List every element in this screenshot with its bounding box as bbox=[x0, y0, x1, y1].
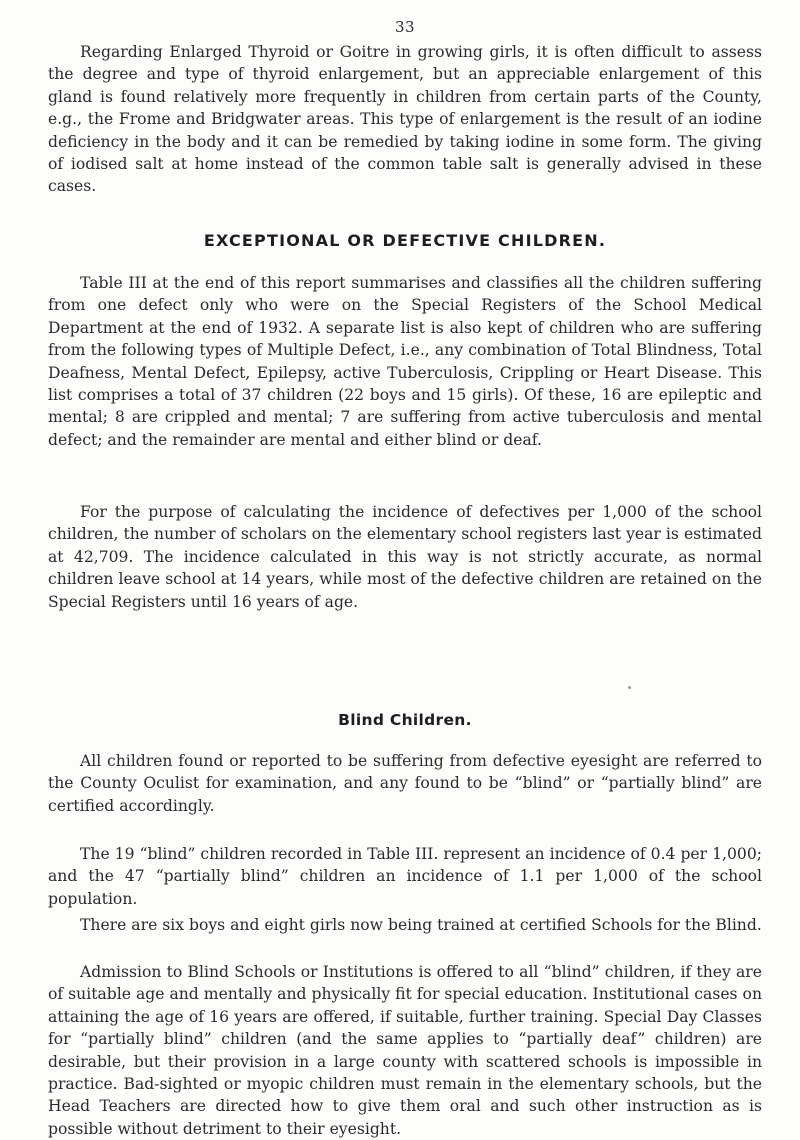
page-number: 33 bbox=[394, 18, 416, 36]
paragraph-text: Table III at the end of this report summarises and classifies all the children suffering from one defect only who were on the Special Registers of the School Medical Department at the end of 1932. A separate list is also kept of children who are suffering from the following types of Multiple Defect, i.e., any combination of Total Blindness, Total Deafness, Mental Defect, Epilepsy, active Tuberculosis, Crippling or Heart Disease. This list comprises a total of 37 children (22 boys and 15 girls). Of these, 16 are epileptic and mental; 8 are crippled and mental; 7 are suffering from active tuberculosis and mental defect; and the remainder are mental and either blind or deaf. bbox=[48, 274, 762, 449]
admission-paragraph bbox=[48, 961, 762, 1140]
paragraph-text: All children found or reported to be suffering from defective eyesight are referred to the County Oculist for examination, and any found to be “blind” or “partially blind” are certified accordingly. bbox=[48, 752, 762, 815]
blind-incidence-paragraph bbox=[48, 843, 762, 910]
paragraph-text: For the purpose of calculating the incidence of defectives per 1,000 of the school children, the number of scholars on the elementary school registers last year is estimated at 42,709. The incidence calculated in this way is not strictly accurate, as normal children leave school at 14 years, while most of the defective children are retained on the Special Registers until 16 years of age. bbox=[48, 503, 762, 611]
subsection-heading: Blind Children. bbox=[338, 711, 472, 729]
table-iii-paragraph bbox=[48, 272, 762, 451]
six-boys-paragraph bbox=[48, 914, 762, 936]
oculist-paragraph bbox=[48, 750, 762, 817]
ink-speck bbox=[628, 686, 631, 689]
section-heading: EXCEPTIONAL OR DEFECTIVE CHILDREN. bbox=[203, 231, 607, 250]
paragraph-text: The 19 “blind” children recorded in Table III. represent an incidence of 0.4 per 1,000; and the 47 “partially blind” children an incidence of 1.1 per 1,000 of the school population. bbox=[48, 845, 762, 908]
incidence-paragraph bbox=[48, 501, 762, 613]
paragraph-text: Regarding Enlarged Thyroid or Goitre in growing girls, it is often difficult to assess the degree and type of thyroid enlargement, but an appreciable enlargement of this gland is found relatively more frequently in children from certain parts of the County, e.g., the Frome and Bridgwater areas. This type of enlargement is the result of an iodine deficiency in the body and it can be remedied by taking iodine in some form. The giving of iodised salt at home instead of the common table salt is generally advised in these cases. bbox=[48, 43, 762, 196]
paragraph-text: Admission to Blind Schools or Institutions is offered to all “blind” children, if they are of suitable age and mentally and physically fit for special education. Institutional cases on attaining the age of 16 years are offered, if suitable, further training. Special Day Classes for “partially blind” children (and the same applies to “partially deaf” children) are desirable, but their provision in a large county with scattered schools is impossible in practice. Bad-sighted or myopic children must remain in the elementary schools, but the Head Teachers are directed how to give them oral and such other instruction as is possible without detriment to their eyesight. bbox=[48, 963, 762, 1138]
paragraph-text: There are six boys and eight girls now being trained at certified Schools for the Blind. bbox=[80, 916, 762, 934]
goitre-paragraph bbox=[48, 41, 762, 198]
